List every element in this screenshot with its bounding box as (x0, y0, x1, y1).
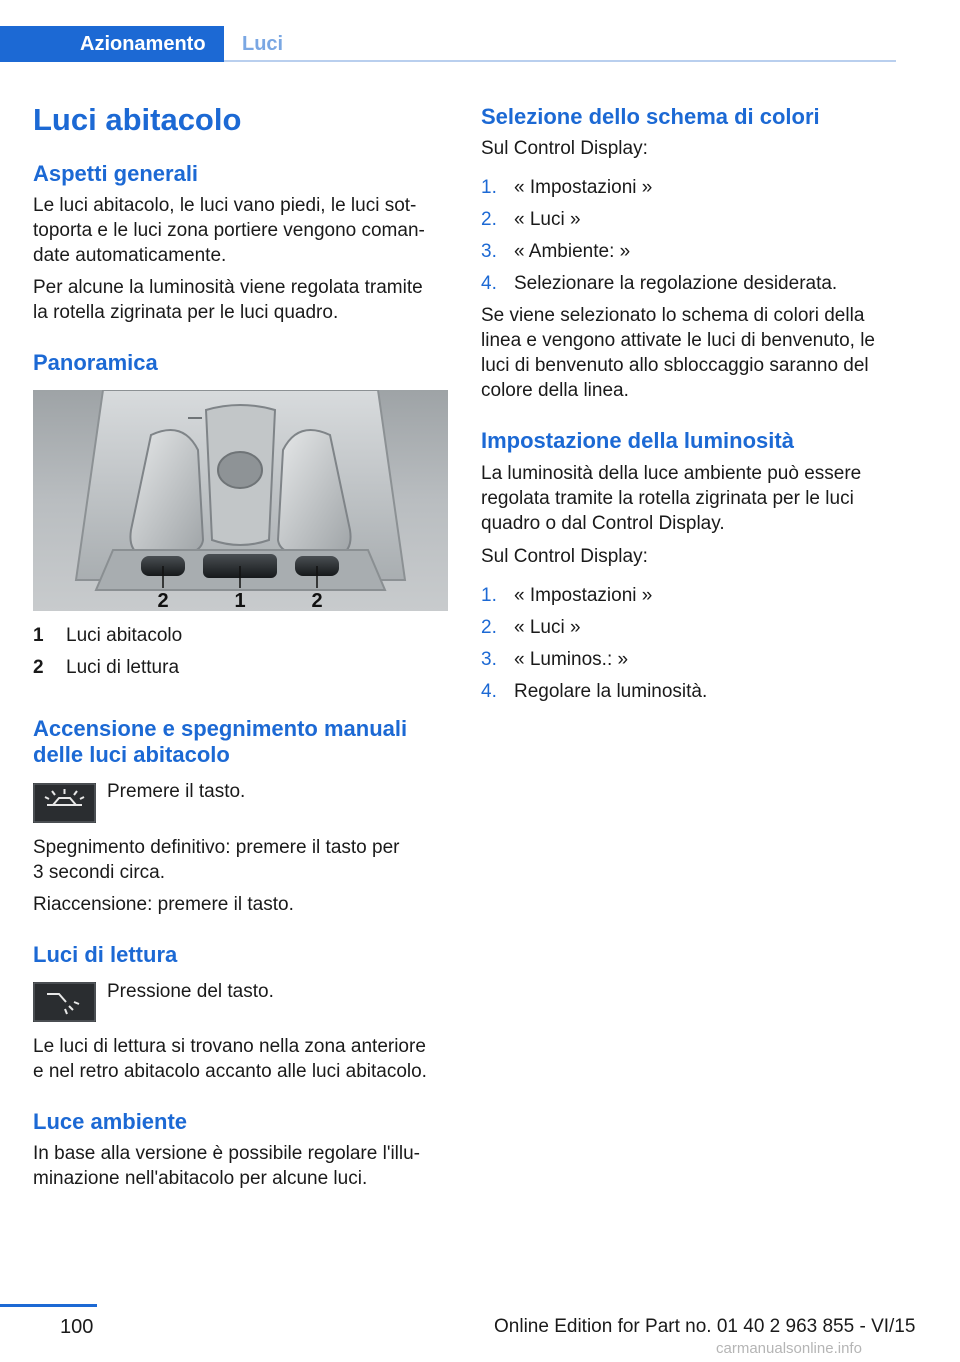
manual-paragraph-2: Riaccensione: premere il tasto. (33, 894, 294, 915)
brightness-paragraph: La luminosità della luce ambiente può essere regolata tramite la rotella zigrinata per le luci quadro o dal Control Display. (481, 463, 862, 534)
section-tab[interactable]: Azionamento (0, 26, 224, 62)
general-heading: Aspetti generali (33, 161, 199, 186)
ambient-paragraph: In base alla versione è possibile regolare l'illu‐ minazione nell'abitacolo per alcune luci. (33, 1143, 421, 1189)
legend-text: Luci di lettura (66, 657, 180, 678)
figure-label-left: 2 (157, 590, 169, 611)
brightness-intro: Sul Control Display: (481, 546, 648, 567)
reading-light-button-icon (33, 982, 96, 1022)
page-number: 100 (60, 1316, 94, 1338)
legend-text: Luci abitacolo (66, 625, 183, 646)
manual-instruction: Premere il tasto. (107, 781, 246, 802)
color-scheme-paragraph: Se viene selezionato lo schema di colori della linea e vengono attivate le luci di benvenuto, le luci di benvenuto allo sbloccaggio saranno del colore della linea. (481, 305, 875, 401)
reading-paragraph: Le luci di lettura si trovano nella zona anteriore e nel retro abitacolo accanto alle luci abitacolo. (33, 1036, 427, 1082)
figure-label-center: 1 (234, 590, 246, 611)
watermark: carmanualsonline.info (716, 1340, 862, 1357)
color-scheme-intro: Sul Control Display: (481, 138, 648, 159)
reading-instruction: Pressione del tasto. (107, 981, 274, 1002)
reading-heading: Luci di lettura (33, 942, 178, 967)
overhead-console-figure (33, 390, 448, 611)
interior-light-button-icon (33, 783, 96, 823)
page-title: Luci abitacolo (33, 102, 242, 137)
overview-heading: Panoramica (33, 350, 158, 375)
color-scheme-heading: Selezione dello schema di colori (481, 104, 820, 129)
manual-paragraph-1: Spegnimento definitivo: premere il tasto per 3 secondi circa. (33, 837, 400, 883)
header-rule (224, 60, 896, 62)
general-paragraph-2: Per alcune la luminosità viene regolata tramite la rotella zigrinata per le luci quadro. (33, 277, 423, 323)
brightness-heading: Impostazione della luminosità (481, 428, 794, 453)
general-paragraph-1: Le luci abitacolo, le luci vano piedi, le luci sot‐ toporta e le luci zona portiere vengono coman‐ date automaticamente. (33, 195, 425, 266)
manual-heading: Accensione e spegnimento manuali delle luci abitacolo (33, 716, 408, 767)
legend-number: 1 (33, 625, 44, 646)
chapter-tab[interactable]: Luci (242, 33, 284, 55)
page-header (0, 0, 960, 64)
ambient-heading: Luce ambiente (33, 1109, 188, 1134)
edition-note: Online Edition for Part no. 01 40 2 963 855 - VI/15 (494, 1316, 916, 1337)
figure-label-right: 2 (311, 590, 323, 611)
footer-rule (0, 1304, 97, 1307)
legend-number: 2 (33, 657, 44, 678)
overhead-console-illustration (33, 390, 448, 611)
